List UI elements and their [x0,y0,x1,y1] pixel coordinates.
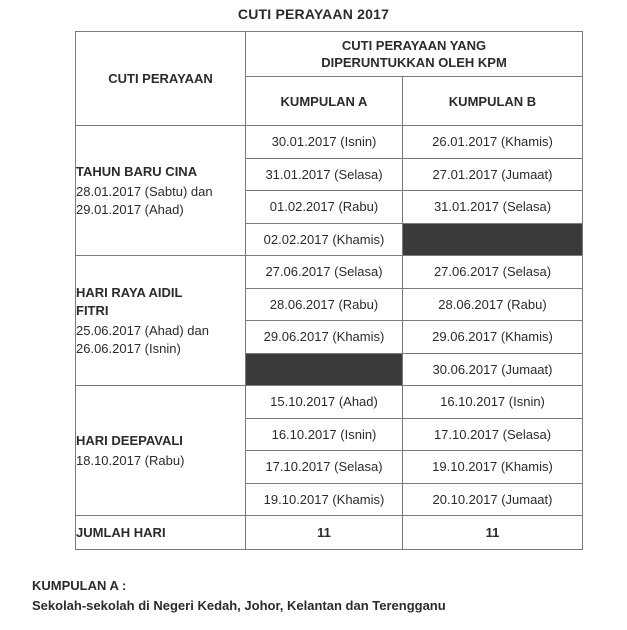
blank-cell [246,353,403,386]
date-cell-a: 29.06.2017 (Khamis) [246,321,403,354]
note-heading: KUMPULAN A : [32,578,127,593]
date-cell-a: 27.06.2017 (Selasa) [246,256,403,289]
date-cell-b: 20.10.2017 (Jumaat) [403,483,583,516]
festival-name-line2: FITRI [76,302,109,318]
date-cell-a: 01.02.2017 (Rabu) [246,191,403,224]
header-group-b: KUMPULAN B [403,77,583,126]
festival-aidilfitri [76,256,246,386]
festival-deepavali [76,386,246,516]
header-group-a: KUMPULAN A [246,77,403,126]
festival-name: TAHUN BARU CINA [76,163,198,179]
header-allocated-line2: DIPERUNTUKKAN OLEH KPM [321,55,507,70]
date-cell-b: 17.10.2017 (Selasa) [403,418,583,451]
date-cell-b: 19.10.2017 (Khamis) [403,451,583,484]
festival-cny [76,126,246,256]
page-title: CUTI PERAYAAN 2017 [237,6,390,22]
festival-date: 26.06.2017 (Isnin) [76,340,181,356]
note-text: Sekolah-sekolah di Negeri Kedah, Johor, Kelantan dan Terengganu [32,598,446,613]
total-a: 11 [246,516,403,550]
date-cell-b: 26.01.2017 (Khamis) [403,126,583,159]
header-row [76,32,583,77]
total-row [76,516,583,550]
festival-name: HARI DEEPAVALI [76,432,183,448]
date-cell-b: 27.06.2017 (Selasa) [403,256,583,289]
table-row [76,386,583,419]
date-cell-b: 27.01.2017 (Jumaat) [403,158,583,191]
blank-cell [403,223,583,256]
date-cell-b: 30.06.2017 (Jumaat) [403,353,583,386]
date-cell-a: 28.06.2017 (Rabu) [246,288,403,321]
date-cell-b: 31.01.2017 (Selasa) [403,191,583,224]
festival-date: 18.10.2017 (Rabu) [76,452,185,468]
total-label: JUMLAH HARI [76,516,246,550]
date-cell-a: 17.10.2017 (Selasa) [246,451,403,484]
date-cell-a: 30.01.2017 (Isnin) [246,126,403,159]
festival-date: 28.01.2017 (Sabtu) dan [76,183,213,199]
date-cell-a: 02.02.2017 (Khamis) [246,223,403,256]
date-cell-b: 29.06.2017 (Khamis) [403,321,583,354]
header-allocated-line1: CUTI PERAYAAN YANG [341,38,487,53]
header-festival: CUTI PERAYAAN [76,32,246,126]
date-cell-b: 28.06.2017 (Rabu) [403,288,583,321]
festival-name-line1: HARI RAYA AIDIL [76,284,183,300]
holiday-table [75,31,583,550]
date-cell-a: 19.10.2017 (Khamis) [246,483,403,516]
date-cell-b: 16.10.2017 (Isnin) [403,386,583,419]
table-row [76,126,583,159]
date-cell-a: 16.10.2017 (Isnin) [246,418,403,451]
festival-date: 29.01.2017 (Ahad) [76,201,184,217]
table-row [76,256,583,289]
total-b: 11 [403,516,583,550]
festival-date: 25.06.2017 (Ahad) dan [76,322,209,338]
header-allocated [246,32,583,77]
festival-name [76,284,245,320]
date-cell-a: 15.10.2017 (Ahad) [246,386,403,419]
date-cell-a: 31.01.2017 (Selasa) [246,158,403,191]
